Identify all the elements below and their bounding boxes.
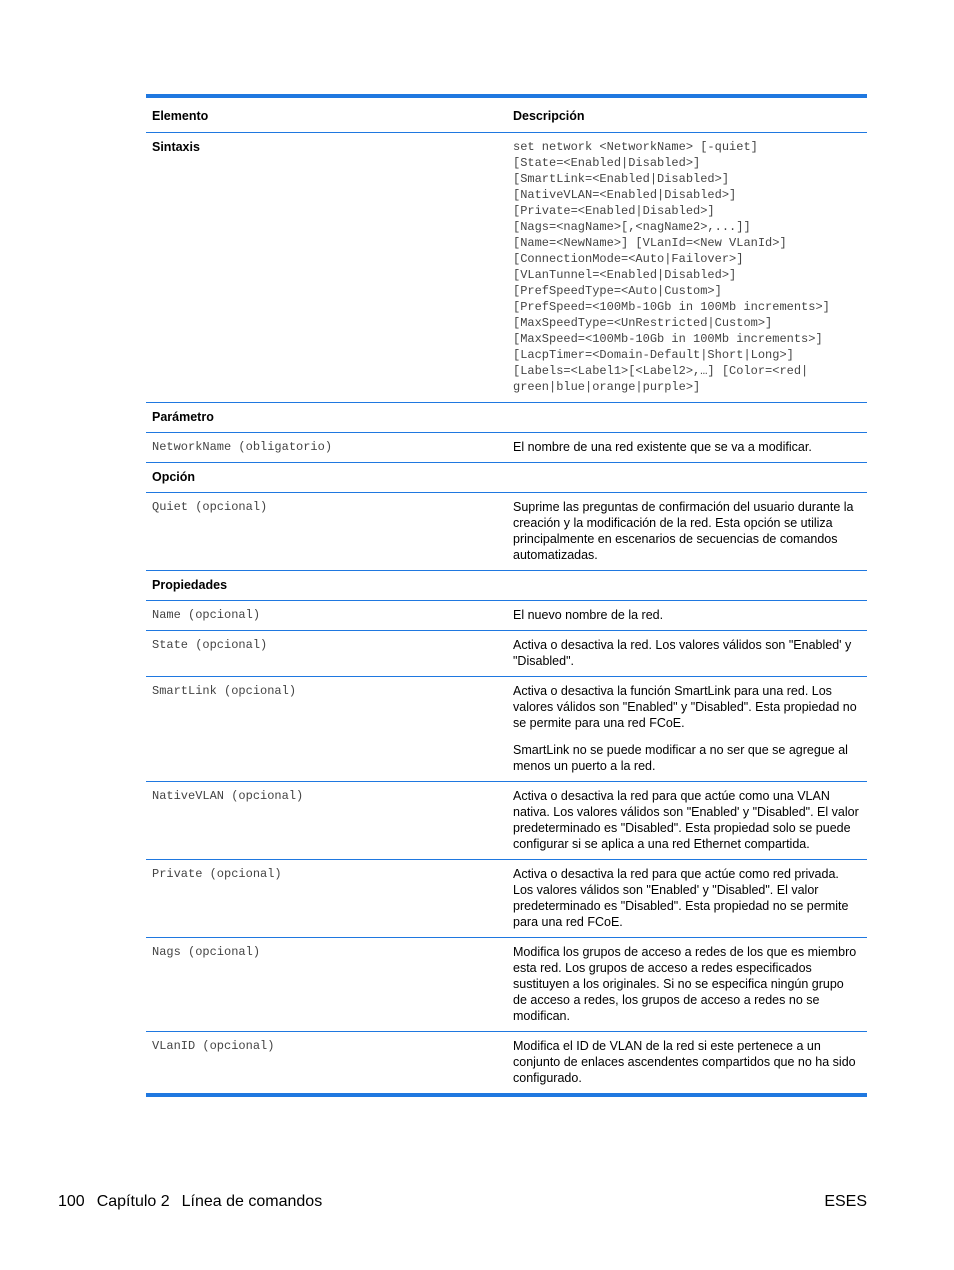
section-row-opcion	[146, 463, 867, 493]
syntax-line: [ConnectionMode=<Auto|Failover>]	[513, 252, 744, 266]
syntax-block	[507, 133, 867, 402]
syntax-line: [Labels=<Label1>[<Label2>,…] [Color=<red|	[513, 364, 809, 378]
section-label: Propiedades	[152, 578, 228, 592]
syntax-line: [NativeVLAN=<Enabled|Disabled>]	[513, 188, 737, 202]
syntax-line: [MaxSpeed=<100Mb-10Gb in 100Mb increments>]	[513, 332, 823, 346]
element-name: VLanID (opcional)	[152, 1039, 275, 1053]
syntax-line: [Private=<Enabled|Disabled>]	[513, 204, 715, 218]
table-row	[146, 782, 867, 860]
element-name: NativeVLAN (opcional)	[152, 789, 304, 803]
syntax-line: set network <NetworkName> [-quiet]	[513, 140, 758, 154]
syntax-line: [State=<Enabled|Disabled>]	[513, 156, 701, 170]
syntax-line: [Nags=<nagName>[,<nagName2>,...]]	[513, 220, 751, 234]
section-row-propiedades	[146, 571, 867, 601]
table-row	[146, 860, 867, 938]
page-footer	[58, 1193, 334, 1211]
chapter-label: Capítulo 2	[96, 1193, 170, 1210]
syntax-line: [MaxSpeedType=<UnRestricted|Custom>]	[513, 316, 773, 330]
page-number: 100	[58, 1193, 85, 1210]
syntax-label: Sintaxis	[152, 140, 200, 154]
table-row	[146, 1032, 867, 1093]
table-row	[146, 493, 867, 571]
element-description: Activa o desactiva la red para que actúe como una VLAN nativa. Los valores válidos son "Enabled' y "Disabled". El valor predeterminado es "Disabled". Esta propiedad solo se puede configurar si se aplica a una red Ethernet compartida.	[513, 789, 859, 851]
locale-code: ESES	[824, 1193, 867, 1210]
chapter-title: Línea de comandos	[181, 1193, 323, 1210]
reference-table	[146, 94, 867, 1097]
syntax-line: [PrefSpeedType=<Auto|Custom>]	[513, 284, 722, 298]
element-name: Name (opcional)	[152, 608, 261, 622]
element-name: NetworkName (obligatorio)	[152, 440, 333, 454]
syntax-line: [LacpTimer=<Domain-Default|Short|Long>]	[513, 348, 794, 362]
table-row	[146, 601, 867, 631]
element-description: Activa o desactiva la red para que actúe como red privada. Los valores válidos son "Enabled' y "Disabled". El valor predeterminado es "Disabled". Esta propiedad no se permite para una red FCoE.	[513, 867, 849, 929]
syntax-line: [SmartLink=<Enabled|Disabled>]	[513, 172, 730, 186]
header-descripcion: Descripción	[513, 109, 585, 123]
table-header-row	[146, 98, 867, 133]
syntax-row	[146, 133, 867, 403]
description-paragraph: SmartLink no se puede modificar a no ser que se agregue al menos un puerto a la red.	[513, 743, 848, 773]
element-description: Modifica el ID de VLAN de la red si este pertenece a un conjunto de enlaces ascendentes compartidos que no ha sido configurado.	[513, 1039, 856, 1085]
table-row	[146, 631, 867, 677]
section-label: Parámetro	[152, 410, 214, 424]
syntax-line: [VLanTunnel=<Enabled|Disabled>]	[513, 268, 737, 282]
element-name: Private (opcional)	[152, 867, 282, 881]
syntax-line: [PrefSpeed=<100Mb-10Gb in 100Mb increments>]	[513, 300, 830, 314]
element-name: State (opcional)	[152, 638, 268, 652]
element-description: Modifica los grupos de acceso a redes de los que es miembro esta red. Los grupos de acceso a redes especificados sustituyen a los originales. Si no se especifica ningún grupo de acceso a redes, los grupos de acceso a redes no se modifican.	[513, 945, 857, 1023]
table-row	[146, 938, 867, 1032]
element-description: El nombre de una red existente que se va a modificar.	[513, 440, 812, 454]
element-description: Suprime las preguntas de confirmación del usuario durante la creación y la modificación de la red. Esta opción se utiliza principalmente en escenarios de secuencias de comandos automatizadas.	[513, 500, 854, 562]
syntax-line: [Name=<NewName>] [VLanId=<New VLanId>]	[513, 236, 787, 250]
section-row-parametro	[146, 403, 867, 433]
element-name: SmartLink (opcional)	[152, 684, 297, 698]
header-elemento: Elemento	[152, 109, 209, 123]
syntax-line: green|blue|orange|purple>]	[513, 380, 701, 394]
description-paragraph: Activa o desactiva la función SmartLink para una red. Los valores válidos son "Enabled" y "Disabled". Esta propiedad no se permite para una red FCoE.	[513, 684, 857, 730]
table-row	[146, 677, 867, 782]
table-row	[146, 433, 867, 463]
element-name: Quiet (opcional)	[152, 500, 268, 514]
element-description: El nuevo nombre de la red.	[513, 608, 664, 622]
section-label: Opción	[152, 470, 196, 484]
element-description	[507, 677, 867, 781]
element-description: Activa o desactiva la red. Los valores válidos son "Enabled' y "Disabled".	[513, 638, 852, 668]
element-name: Nags (opcional)	[152, 945, 261, 959]
